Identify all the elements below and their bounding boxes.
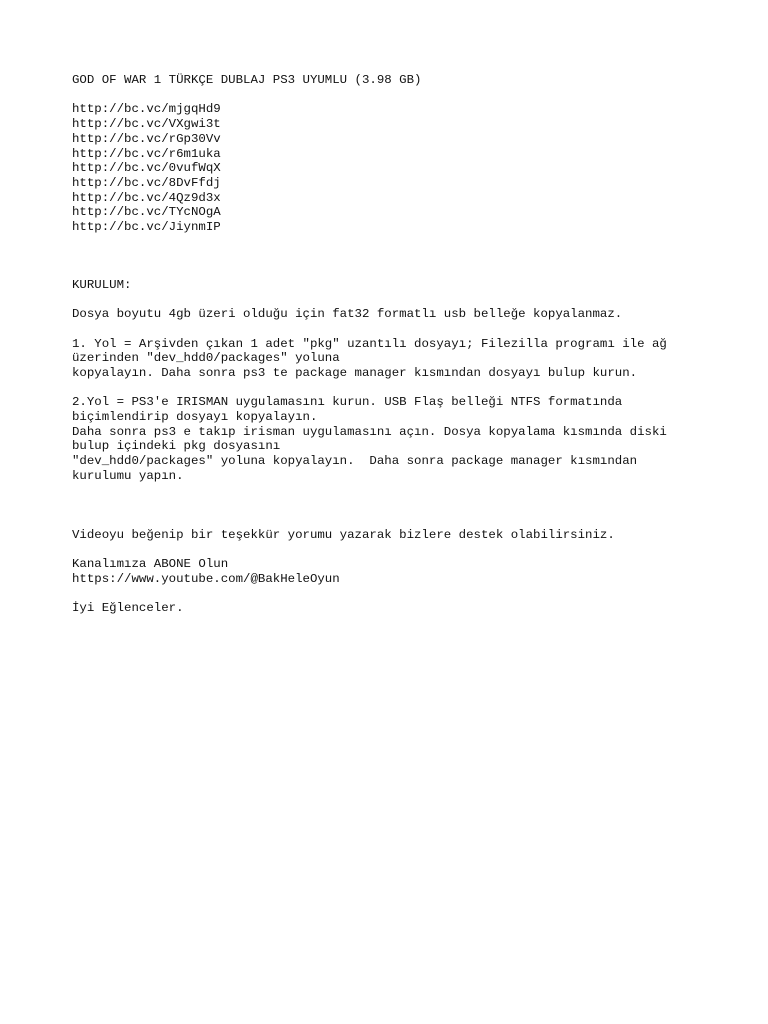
download-link[interactable]: http://bc.vc/4Qz9d3x xyxy=(72,190,221,205)
method-2-step: "dev_hdd0/packages" yoluna kopyalayın. Daha sonra package manager kısmından kurulumu yapın. xyxy=(72,454,645,483)
spacer xyxy=(72,322,696,337)
download-link[interactable]: http://bc.vc/VXgwi3t xyxy=(72,117,221,132)
method-2-step: 2.Yol = PS3'e IRISMAN uygulamasını kurun. USB Flaş belleği NTFS formatında biçimlendirip dosyayı kopyalayın. xyxy=(72,395,630,424)
spacer xyxy=(72,381,696,396)
spacer xyxy=(72,542,696,557)
method-1-step: kopyalayın. Daha sonra ps3 te package manager kısmından dosyayı bulup kurun. xyxy=(72,365,638,380)
spacer xyxy=(72,484,696,528)
support-message: Videoyu beğenip bir teşekkür yorumu yazarak bizlere destek olabilirsiniz. xyxy=(72,527,615,542)
download-link[interactable]: http://bc.vc/TYcNOgA xyxy=(72,205,221,220)
method-2-step: Daha sonra ps3 e takıp irisman uygulamasını açın. Dosya kopyalama kısmında diski bulup içindeki pkg dosyasını xyxy=(72,424,675,454)
spacer xyxy=(72,292,696,307)
subscribe-prompt: Kanalımıza ABONE Olun xyxy=(72,556,229,571)
spacer xyxy=(72,88,696,103)
channel-link[interactable]: https://www.youtube.com/@BakHeleOyun xyxy=(72,571,340,586)
farewell-text: İyi Eğlenceler. xyxy=(72,601,184,615)
install-heading: KURULUM: xyxy=(72,277,132,292)
spacer xyxy=(72,586,696,601)
method-1-step: 1. Yol = Arşivden çıkan 1 adet "pkg" uzantılı dosyayı; Filezilla programı ile ağ üzerinden "dev_hdd0/packages" yoluna xyxy=(72,336,675,366)
download-link[interactable]: http://bc.vc/JiynmIP xyxy=(72,220,221,235)
download-links xyxy=(72,102,696,234)
download-link[interactable]: http://bc.vc/0vufWqX xyxy=(72,161,221,176)
download-link[interactable]: http://bc.vc/r6m1uka xyxy=(72,146,221,161)
download-link[interactable]: http://bc.vc/mjgqHd9 xyxy=(72,102,221,117)
download-link[interactable]: http://bc.vc/8DvFfdj xyxy=(72,175,221,190)
download-link[interactable]: http://bc.vc/rGp30Vv xyxy=(72,131,221,146)
file-size-note: Dosya boyutu 4gb üzeri olduğu için fat32 formatlı usb belleğe kopyalanmaz. xyxy=(72,307,623,322)
document-title: GOD OF WAR 1 TÜRKÇE DUBLAJ PS3 UYUMLU (3.98 GB) xyxy=(72,73,422,87)
spacer xyxy=(72,235,696,278)
